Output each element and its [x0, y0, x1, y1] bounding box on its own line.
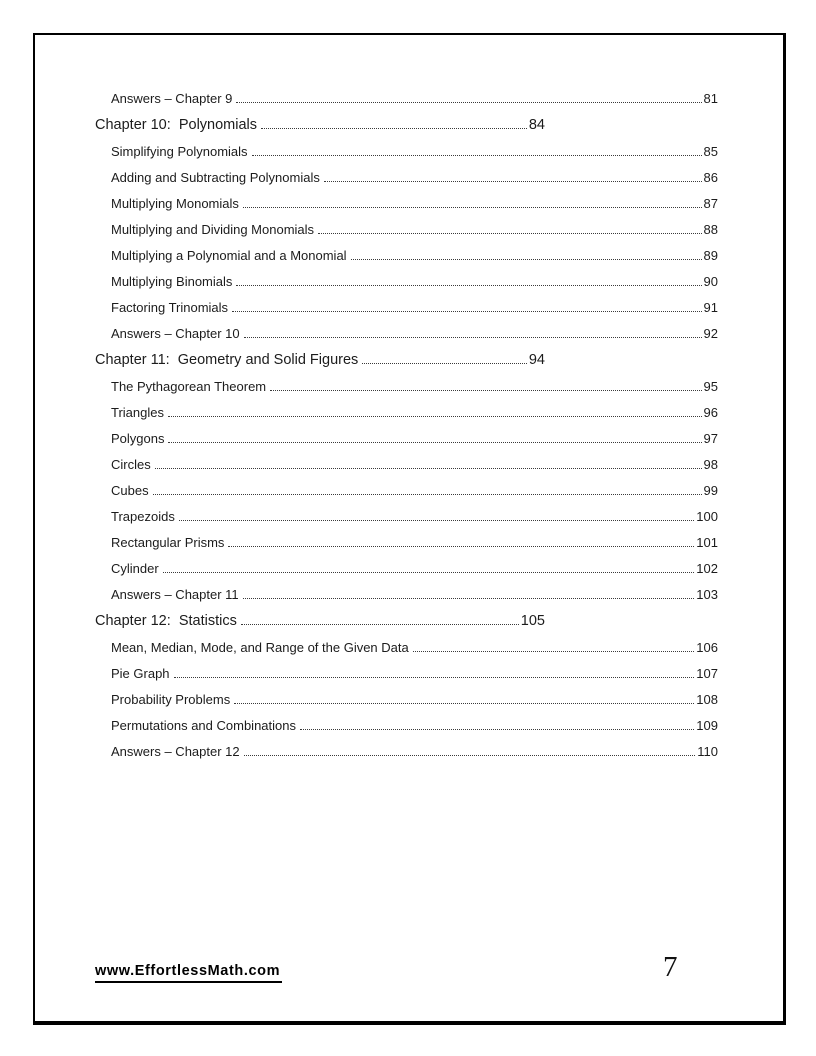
toc-entry[interactable]	[111, 274, 718, 300]
toc-entry-page-number: 90	[703, 274, 718, 289]
website-link[interactable]: www.EffortlessMath.com	[95, 963, 282, 983]
toc-entry[interactable]	[111, 300, 718, 326]
dot-leader	[252, 155, 702, 156]
toc-entry-page-number: 96	[703, 405, 718, 420]
toc-entry-label: The Pythagorean Theorem	[111, 379, 267, 394]
dot-leader	[244, 755, 696, 756]
dot-leader	[232, 311, 701, 312]
toc-entry-label: Trapezoids	[111, 509, 175, 524]
toc-entry[interactable]	[111, 692, 718, 718]
dot-leader	[228, 546, 694, 547]
dot-leader	[413, 651, 695, 652]
toc-entry-page-number: 109	[696, 718, 718, 733]
toc-entry-page-number: 86	[703, 170, 718, 185]
dot-leader	[300, 729, 694, 730]
toc-entry[interactable]	[111, 170, 718, 196]
toc-entry[interactable]	[111, 718, 718, 744]
toc-entry[interactable]	[111, 196, 718, 222]
toc-entry-page-number: 99	[703, 483, 718, 498]
dot-leader	[270, 390, 701, 391]
toc-entry-label: Triangles	[111, 405, 164, 420]
toc-entry-label: Permutations and Combinations	[111, 718, 296, 733]
toc-entry-page-number: 98	[703, 457, 718, 472]
dot-leader	[362, 363, 527, 364]
dot-leader	[243, 207, 702, 208]
toc-entry-label: Polygons	[111, 431, 165, 446]
toc-entry[interactable]	[95, 352, 545, 379]
toc-entry-label: Probability Problems	[111, 692, 231, 707]
toc-entry[interactable]	[111, 326, 718, 352]
dot-leader	[179, 520, 694, 521]
toc-entry[interactable]	[111, 483, 718, 509]
dot-leader	[236, 102, 701, 103]
toc-entry-label: Chapter 10: Polynomials	[95, 117, 257, 133]
toc-entry-page-number: 91	[703, 300, 718, 315]
dot-leader	[168, 416, 702, 417]
toc-entry[interactable]	[111, 561, 718, 587]
toc-entry-label: Rectangular Prisms	[111, 535, 225, 550]
toc-entry-label: Chapter 11: Geometry and Solid Figures	[95, 352, 359, 368]
toc-entry-label: Factoring Trinomials	[111, 300, 229, 315]
toc-entry-label: Multiplying and Dividing Monomials	[111, 222, 315, 237]
dot-leader	[236, 285, 701, 286]
toc-entry-page-number: 85	[703, 144, 718, 159]
toc-entry-label: Chapter 12: Statistics	[95, 613, 237, 629]
dot-leader	[318, 233, 701, 234]
toc-entry-label: Answers – Chapter 10	[111, 326, 240, 341]
toc-entry-label: Pie Graph	[111, 666, 170, 681]
toc-entry-page-number: 102	[696, 561, 718, 576]
toc-entry[interactable]	[111, 535, 718, 561]
toc-entry[interactable]	[111, 744, 718, 770]
dot-leader	[155, 468, 702, 469]
toc-entry-page-number: 97	[703, 431, 718, 446]
toc-entry-label: Cylinder	[111, 561, 159, 576]
toc-entry-page-number: 92	[703, 326, 718, 341]
toc-entry-page-number: 110	[697, 744, 718, 759]
dot-leader	[261, 128, 527, 129]
toc-entry-page-number: 81	[703, 91, 718, 106]
dot-leader	[234, 703, 694, 704]
toc-entry[interactable]	[111, 379, 718, 405]
toc-entry-label: Multiplying a Polynomial and a Monomial	[111, 248, 347, 263]
toc-entry[interactable]	[111, 91, 718, 117]
dot-leader	[153, 494, 702, 495]
toc-entry-label: Answers – Chapter 9	[111, 91, 233, 106]
toc-entry-label: Cubes	[111, 483, 149, 498]
toc-entry-page-number: 101	[696, 535, 718, 550]
dot-leader	[163, 572, 695, 573]
dot-leader	[241, 624, 519, 625]
toc-entry[interactable]	[111, 431, 718, 457]
toc-entry[interactable]	[111, 144, 718, 170]
toc-entry-page-number: 108	[696, 692, 718, 707]
toc-entry-label: Multiplying Monomials	[111, 196, 239, 211]
dot-leader	[244, 337, 702, 338]
toc-entry[interactable]	[111, 405, 718, 431]
toc-entry-label: Multiplying Binomials	[111, 274, 233, 289]
page-number: 7	[663, 951, 678, 983]
toc-entry[interactable]	[111, 457, 718, 483]
toc-entry-label: Answers – Chapter 11	[111, 587, 239, 602]
toc-entry[interactable]	[111, 248, 718, 274]
toc-entry-page-number: 103	[696, 587, 718, 602]
toc-entry-page-number: 95	[703, 379, 718, 394]
toc-entry-page-number: 84	[528, 117, 545, 133]
toc-entry[interactable]	[111, 222, 718, 248]
toc-entry[interactable]	[95, 613, 545, 640]
toc-entry[interactable]	[111, 666, 718, 692]
toc-entry-page-number: 105	[520, 613, 545, 629]
dot-leader	[174, 677, 695, 678]
toc-entry-label: Mean, Median, Mode, and Range of the Given Data	[111, 640, 409, 655]
toc-entry-label: Circles	[111, 457, 151, 472]
dot-leader	[324, 181, 702, 182]
toc-entry-label: Adding and Subtracting Polynomials	[111, 170, 320, 185]
toc-entry-label: Simplifying Polynomials	[111, 144, 248, 159]
dot-leader	[168, 442, 701, 443]
toc-entry-page-number: 100	[696, 509, 718, 524]
toc-entry-page-number: 89	[703, 248, 718, 263]
dot-leader	[351, 259, 702, 260]
toc-entry[interactable]	[111, 640, 718, 666]
toc-entry-page-number: 107	[696, 666, 718, 681]
table-of-contents	[95, 91, 719, 770]
toc-entry-page-number: 88	[703, 222, 718, 237]
toc-entry-page-number: 87	[703, 196, 718, 211]
toc-entry[interactable]	[95, 117, 545, 144]
toc-entry-page-number: 106	[696, 640, 718, 655]
toc-entry[interactable]	[111, 587, 718, 613]
toc-entry-page-number: 94	[528, 352, 545, 368]
toc-entry-label: Answers – Chapter 12	[111, 744, 240, 759]
dot-leader	[243, 598, 695, 599]
toc-entry[interactable]	[111, 509, 718, 535]
